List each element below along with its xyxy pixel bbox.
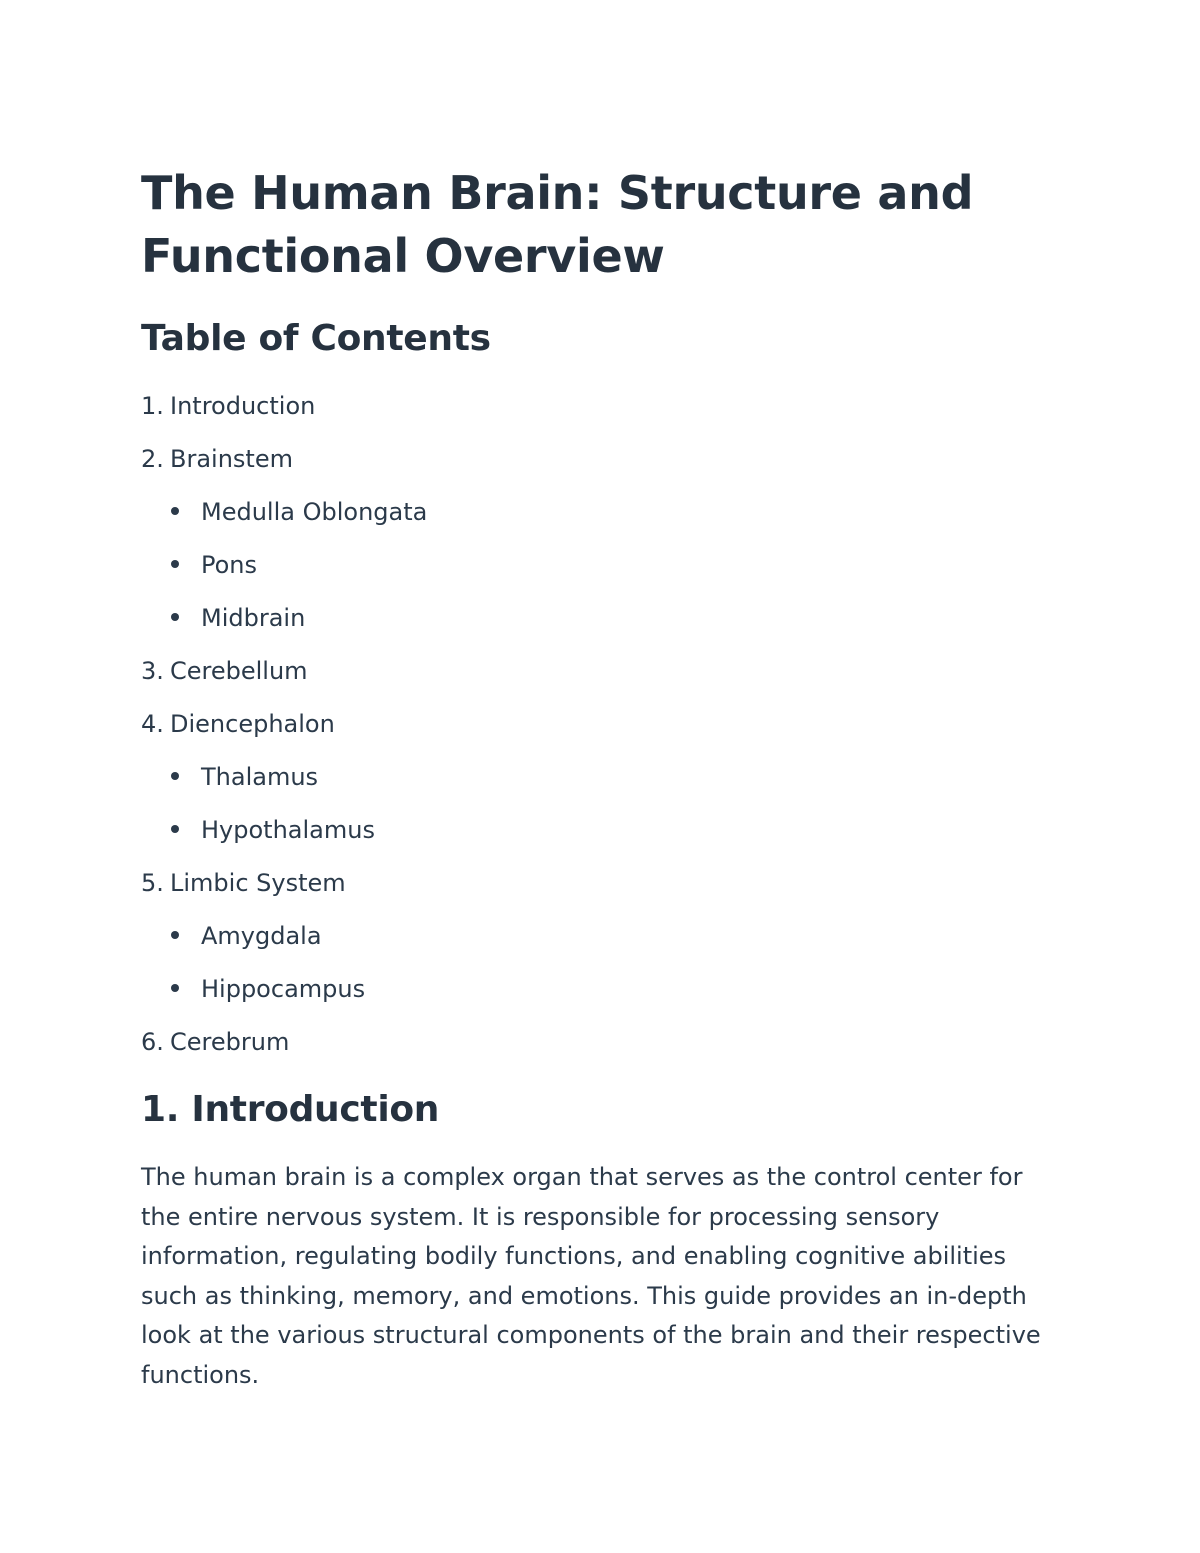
toc-subitem-pons[interactable] — [141, 539, 427, 592]
toc-subitem-label: Hypothalamus — [201, 816, 375, 844]
toc-subitem-hypothalamus[interactable] — [141, 804, 427, 857]
toc-item-number: 3. — [141, 657, 164, 685]
bullet-icon — [171, 560, 179, 568]
toc-item-brainstem[interactable] — [141, 433, 427, 486]
bullet-icon — [171, 507, 179, 515]
toc-item-introduction[interactable] — [141, 380, 427, 433]
toc-item-number: 5. — [141, 869, 164, 897]
toc-item-label: Cerebellum — [170, 657, 308, 685]
toc-item-label: Brainstem — [170, 445, 293, 473]
toc-item-number: 1. — [141, 392, 164, 420]
toc-item-cerebrum[interactable] — [141, 1016, 427, 1069]
toc-subitem-midbrain[interactable] — [141, 592, 427, 645]
table-of-contents — [141, 380, 427, 1069]
toc-subitem-label: Medulla Oblongata — [201, 498, 428, 526]
toc-subitem-label: Pons — [201, 551, 258, 579]
toc-subitem-hippocampus[interactable] — [141, 963, 427, 1016]
toc-subitem-label: Midbrain — [201, 604, 306, 632]
toc-subitem-medulla-oblongata[interactable] — [141, 486, 427, 539]
toc-item-label: Cerebrum — [170, 1028, 290, 1056]
toc-item-number: 6. — [141, 1028, 164, 1056]
toc-item-limbic-system[interactable] — [141, 857, 427, 910]
section-heading-introduction: 1. Introduction — [141, 1089, 440, 1130]
toc-item-label: Introduction — [170, 392, 316, 420]
bullet-icon — [171, 613, 179, 621]
toc-subitem-label: Hippocampus — [201, 975, 366, 1003]
toc-item-number: 4. — [141, 710, 164, 738]
toc-item-number: 2. — [141, 445, 164, 473]
toc-item-cerebellum[interactable] — [141, 645, 427, 698]
toc-item-label: Diencephalon — [170, 710, 335, 738]
introduction-paragraph: The human brain is a complex organ that serves as the control center for the entire nervous system. It is responsible for processing sensory information, regulating bodily functions, and enabling cognitive abilities such as thinking, memory, and emotions. This guide provides an in-depth look at the various structural components of the brain and their respective functions. — [141, 1163, 1041, 1389]
toc-subitem-label: Amygdala — [201, 922, 322, 950]
document-title: The Human Brain: Structure and Functional Overview — [141, 166, 974, 283]
toc-subitem-label: Thalamus — [201, 763, 319, 791]
bullet-icon — [171, 772, 179, 780]
toc-item-diencephalon[interactable] — [141, 698, 427, 751]
bullet-icon — [171, 984, 179, 992]
toc-subitem-thalamus[interactable] — [141, 751, 427, 804]
toc-subitem-amygdala[interactable] — [141, 910, 427, 963]
toc-heading: Table of Contents — [141, 318, 491, 359]
toc-item-label: Limbic System — [170, 869, 346, 897]
bullet-icon — [171, 931, 179, 939]
bullet-icon — [171, 825, 179, 833]
